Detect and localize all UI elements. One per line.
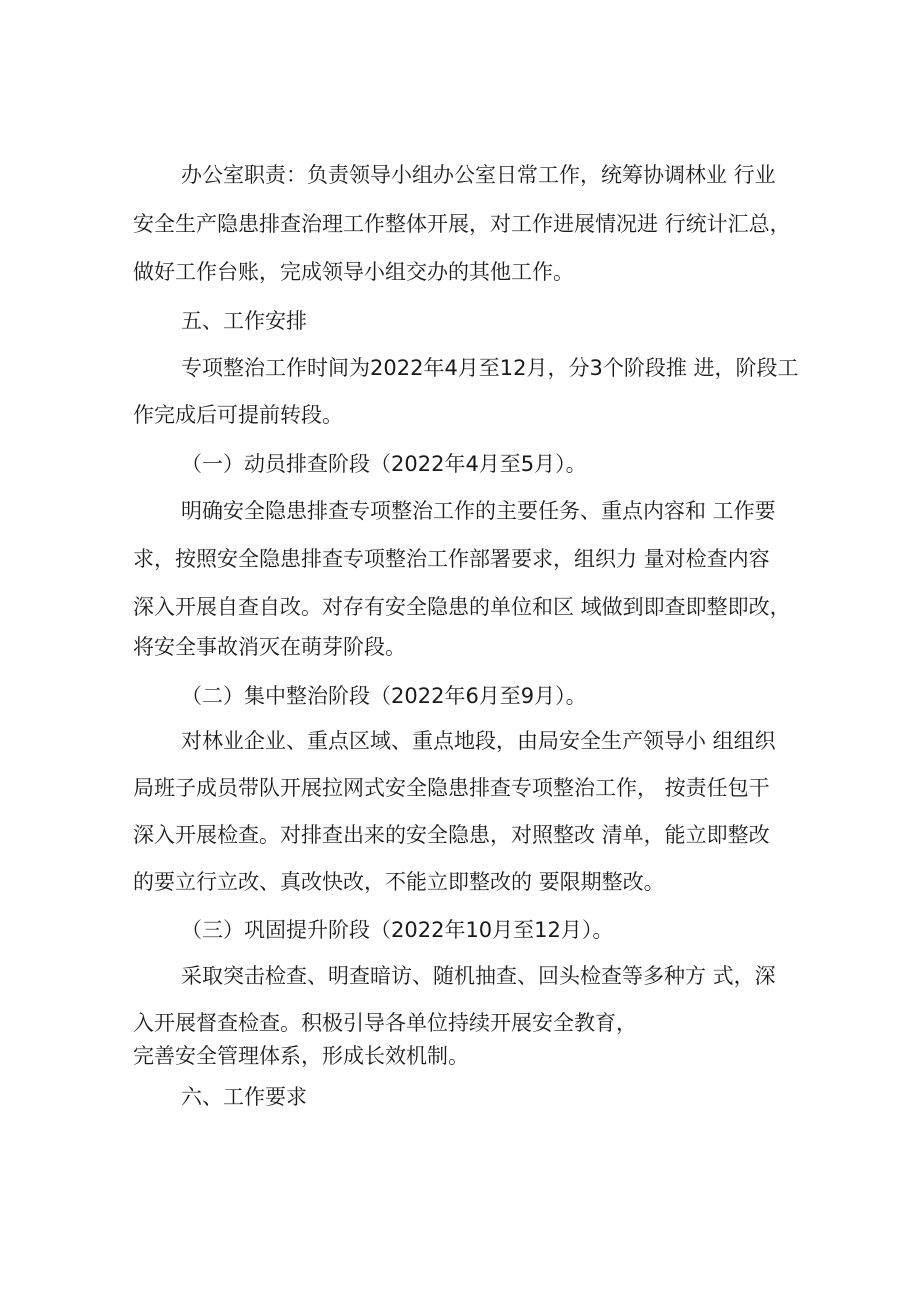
paragraph-phase-3-line-2: 入开展督查检查。积极引导各单位持续开展安全教育， — [133, 1011, 637, 1035]
paragraph-phase-3-line-3: 完善安全管理体系，形成长效机制。 — [133, 1044, 469, 1068]
paragraph-schedule-line-2: 作完成后可提前转段。 — [133, 403, 343, 427]
paragraph-phase-2-line-4: 的要立行立改、真改快改，不能立即整改的 要限期整改。 — [133, 870, 665, 894]
paragraph-phase-2-line-1: 对林业企业、重点区域、重点地段，由局安全生产领导小 组组织 — [181, 729, 776, 753]
section-heading-work-requirements: 六、工作要求 — [181, 1085, 307, 1109]
subheading-phase-2: （二）集中整治阶段（2022年6月至9月）。 — [181, 684, 587, 708]
paragraph-phase-3-line-1: 采取突击检查、明查暗访、随机抽查、回头检查等多种方 式，深 — [181, 964, 776, 988]
paragraph-phase-1-line-3: 深入开展自查自改。对存有安全隐患的单位和区 域做到即查即整即改， — [133, 595, 791, 619]
paragraph-office-duties-line-3: 做好工作台账，完成领导小组交办的其他工作。 — [133, 260, 574, 284]
paragraph-phase-2-line-3: 深入开展检查。对排查出来的安全隐患，对照整改 清单，能立即整改 — [133, 823, 770, 847]
paragraph-office-duties-line-1: 办公室职责：负责领导小组办公室日常工作，统筹协调林业 行业 — [181, 163, 776, 187]
subheading-phase-3: （三）巩固提升阶段（2022年10月至12月）。 — [181, 918, 614, 942]
paragraph-phase-1-line-1: 明确安全隐患排查专项整治工作的主要任务、重点内容和 工作要 — [181, 499, 776, 523]
paragraph-office-duties-line-2: 安全生产隐患排查治理工作整体开展，对工作进展情况进 行统计汇总， — [133, 212, 791, 236]
section-heading-work-arrangement: 五、工作安排 — [181, 309, 307, 333]
subheading-phase-1: （一）动员排查阶段（2022年4月至5月）。 — [181, 452, 587, 476]
paragraph-phase-1-line-4: 将安全事故消灭在萌芽阶段。 — [133, 635, 406, 659]
paragraph-phase-1-line-2: 求，按照安全隐患排查专项整治工作部署要求，组织力 量对检查内容 — [133, 547, 770, 571]
paragraph-schedule-line-1: 专项整治工作时间为2022年4月至12月，分3个阶段推 进，阶段工 — [181, 356, 799, 380]
paragraph-phase-2-line-2: 局班子成员带队开展拉网式安全隐患排查专项整治工作， 按责任包干 — [133, 776, 770, 800]
